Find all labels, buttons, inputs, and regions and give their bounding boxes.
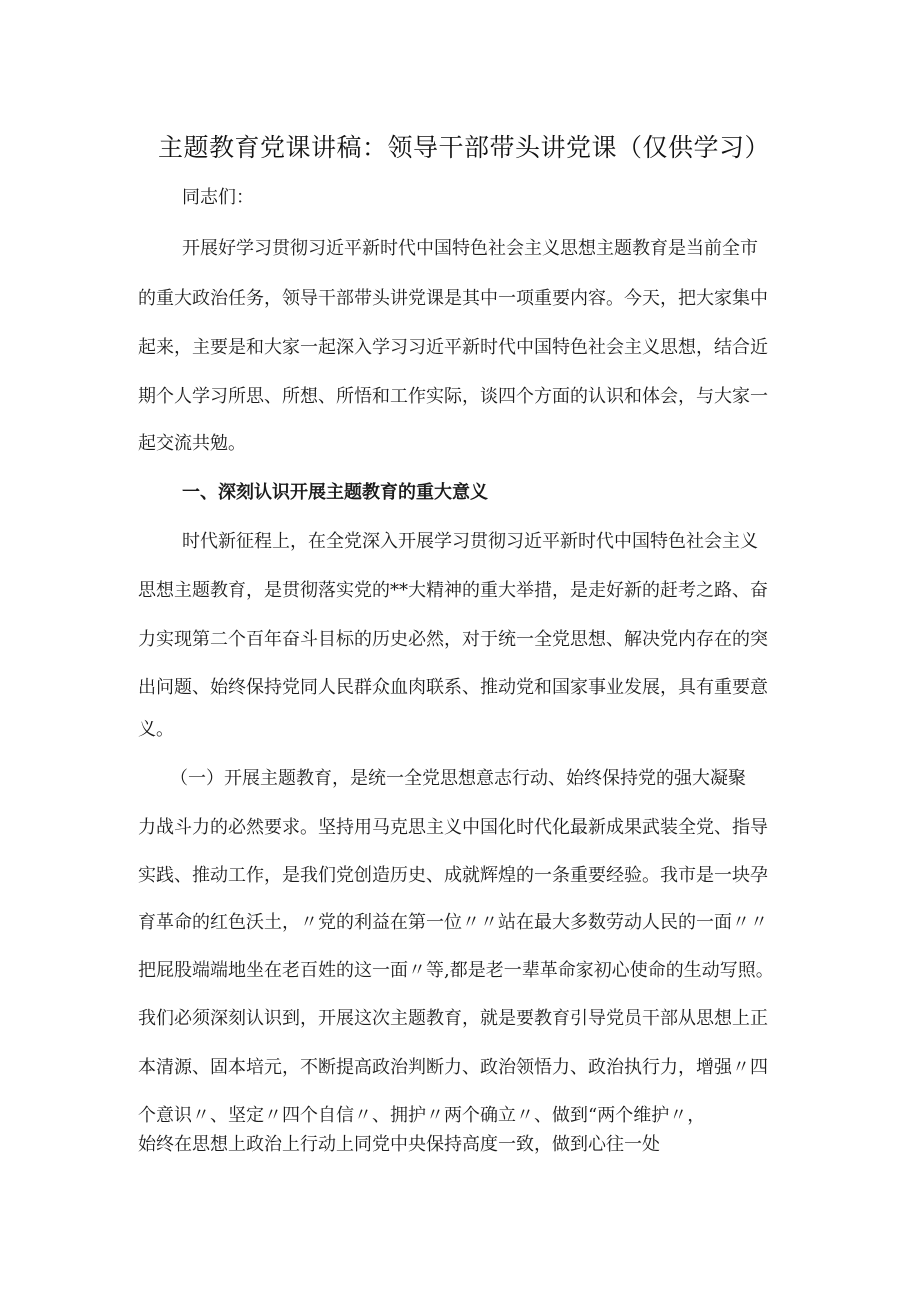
paragraph-3-line: 本清源、固本培元，不断提高政治判断力、政治领悟力、政治执行力，增强〃四 <box>138 1057 768 1078</box>
paragraph-1-line: 开展好学习贯彻习近平新时代中国特色社会主义思想主题教育是当前全市 <box>182 238 758 259</box>
paragraph-1-line: 的重大政治任务，领导干部带头讲党课是其中一项重要内容。今天，把大家集中 <box>138 288 768 309</box>
document-title: 主题教育党课讲稿：领导干部带头讲党课（仅供学习） <box>158 133 771 162</box>
paragraph-3-line: 实践、推动工作，是我们党创造历史、成就辉煌的一条重要经验。我市是一块孕 <box>138 865 768 886</box>
paragraph-2-line: 出问题、始终保持党同人民群众血肉联系、推动党和国家事业发展，具有重要意 <box>138 677 768 698</box>
salutation: 同志们： <box>182 187 254 208</box>
paragraph-3-line: （一）开展主题教育，是统一全党思想意志行动、始终保持党的强大凝聚 <box>170 768 746 789</box>
paragraph-2-line: 力实现第二个百年奋斗目标的历史必然，对于统一全党思想、解决党内存在的突 <box>138 629 768 650</box>
paragraph-3-line: 个意识〃、坚定〃四个自信〃、拥护〃两个确立〃、做到“两个维护〃， <box>138 1105 706 1126</box>
paragraph-2-line: 时代新征程上，在全党深入开展学习贯彻习近平新时代中国特色社会主义 <box>182 531 758 552</box>
section-heading-1: 一、深刻认识开展主题教育的重大意义 <box>182 482 488 503</box>
paragraph-2-line: 义。 <box>138 719 174 740</box>
paragraph-1-line: 期个人学习所思、所想、所悟和工作实际，谈四个方面的认识和体会，与大家一 <box>138 386 768 407</box>
paragraph-3-line: 力战斗力的必然要求。坚持用马克思主义中国化时代化最新成果武装全党、指导 <box>138 817 768 838</box>
paragraph-1-line: 起来，主要是和大家一起深入学习习近平新时代中国特色社会主义思想，结合近 <box>138 337 768 358</box>
paragraph-3-line: 我们必须深刻认识到，开展这次主题教育，就是要教育引导党员干部从思想上正 <box>138 1008 768 1029</box>
paragraph-2-line: 思想主题教育，是贯彻落实党的**大精神的重大举措，是走好新的赶考之路、奋 <box>138 580 768 601</box>
paragraph-1-line: 起交流共勉。 <box>138 433 246 454</box>
paragraph-3-line: 把屁股端端地坐在老百姓的这一面〃等,都是老一辈革命家初心使命的生动写照。 <box>138 960 774 981</box>
paragraph-3-line: 育革命的红色沃土，〃党的利益在第一位〃〃站在最大多数劳动人民的一面〃〃 <box>138 912 768 933</box>
paragraph-3-line: 始终在思想上政治上行动上同党中央保持高度一致，做到心往一处 <box>138 1134 660 1155</box>
